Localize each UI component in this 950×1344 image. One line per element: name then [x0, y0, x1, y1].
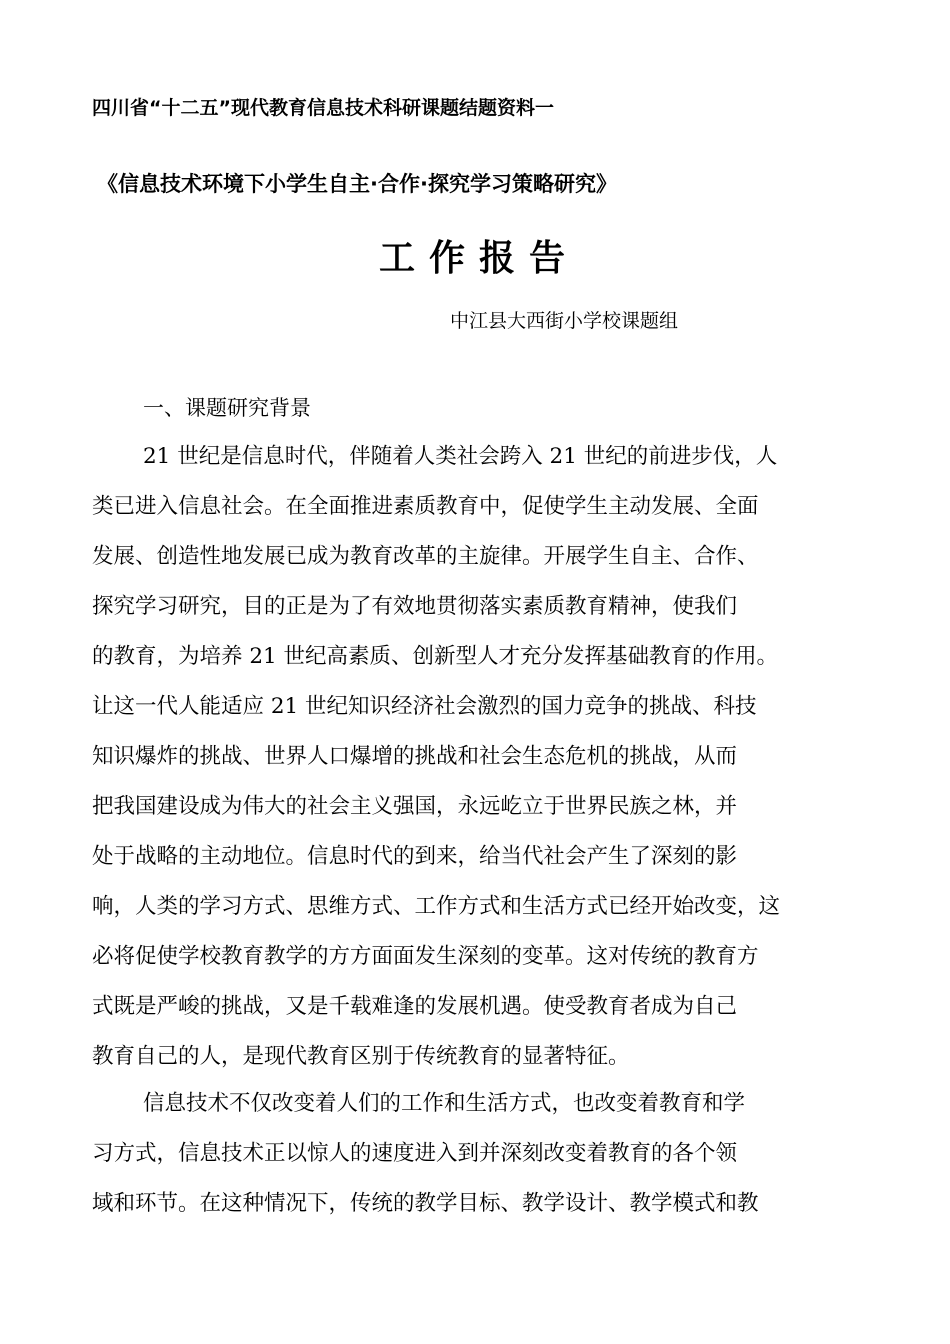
author-line: 中江县大西街小学校课题组	[450, 310, 679, 332]
paragraph-information-technology	[92, 1079, 882, 1229]
paragraph-line: 信息技术不仅改变着人们的工作和生活方式，也改变着教育和学	[143, 1091, 746, 1116]
paragraph-line: 21 世纪是信息时代，伴随着人类社会跨入 21 世纪的前进步伐，人	[143, 444, 778, 469]
paragraph-line: 知识爆炸的挑战、世界人口爆增的挑战和社会生态危机的挑战，从而	[92, 744, 738, 769]
paragraph-line: 式既是严峻的挑战，又是千载难逢的发展机遇。使受教育者成为自己	[92, 994, 738, 1019]
section-heading-background: 一、课题研究背景	[143, 396, 311, 420]
paragraph-line: 处于战略的主动地位。信息时代的到来，给当代社会产生了深刻的影	[92, 844, 738, 869]
paragraph-line: 探究学习研究，目的正是为了有效地贯彻落实素质教育精神，使我们	[92, 594, 738, 619]
paragraph-line: 类已进入信息社会。在全面推进素质教育中，促使学生主动发展、全面	[92, 494, 759, 519]
paragraph-line: 把我国建设成为伟大的社会主义强国，永远屹立于世界民族之林，并	[92, 794, 738, 819]
paragraph-background	[92, 432, 882, 1082]
paragraph-line: 的教育，为培养 21 世纪高素质、创新型人才充分发挥基础教育的作用。	[92, 644, 779, 669]
paragraph-line: 习方式，信息技术正以惊人的速度进入到并深刻改变着教育的各个领	[92, 1141, 738, 1166]
paragraph-line: 响，人类的学习方式、思维方式、工作方式和生活方式已经开始改变，这	[92, 894, 781, 919]
paragraph-line: 域和环节。在这种情况下，传统的教学目标、教学设计、教学模式和教	[92, 1191, 759, 1216]
project-title: 《信息技术环境下小学生自主·合作·探究学习策略研究》	[97, 172, 617, 196]
paragraph-line: 必将促使学校教育教学的方方面面发生深刻的变革。这对传统的教育方	[92, 944, 759, 969]
document-header-line: 四川省“十二五”现代教育信息技术科研课题结题资料一	[92, 97, 554, 119]
paragraph-line: 发展、创造性地发展已成为教育改革的主旋律。开展学生自主、合作、	[92, 544, 759, 569]
paragraph-line: 让这一代人能适应 21 世纪知识经济社会激烈的国力竞争的挑战、科技	[92, 694, 757, 719]
paragraph-line: 教育自己的人，是现代教育区别于传统教育的显著特征。	[92, 1044, 630, 1069]
report-title: 工作报告	[378, 238, 579, 279]
